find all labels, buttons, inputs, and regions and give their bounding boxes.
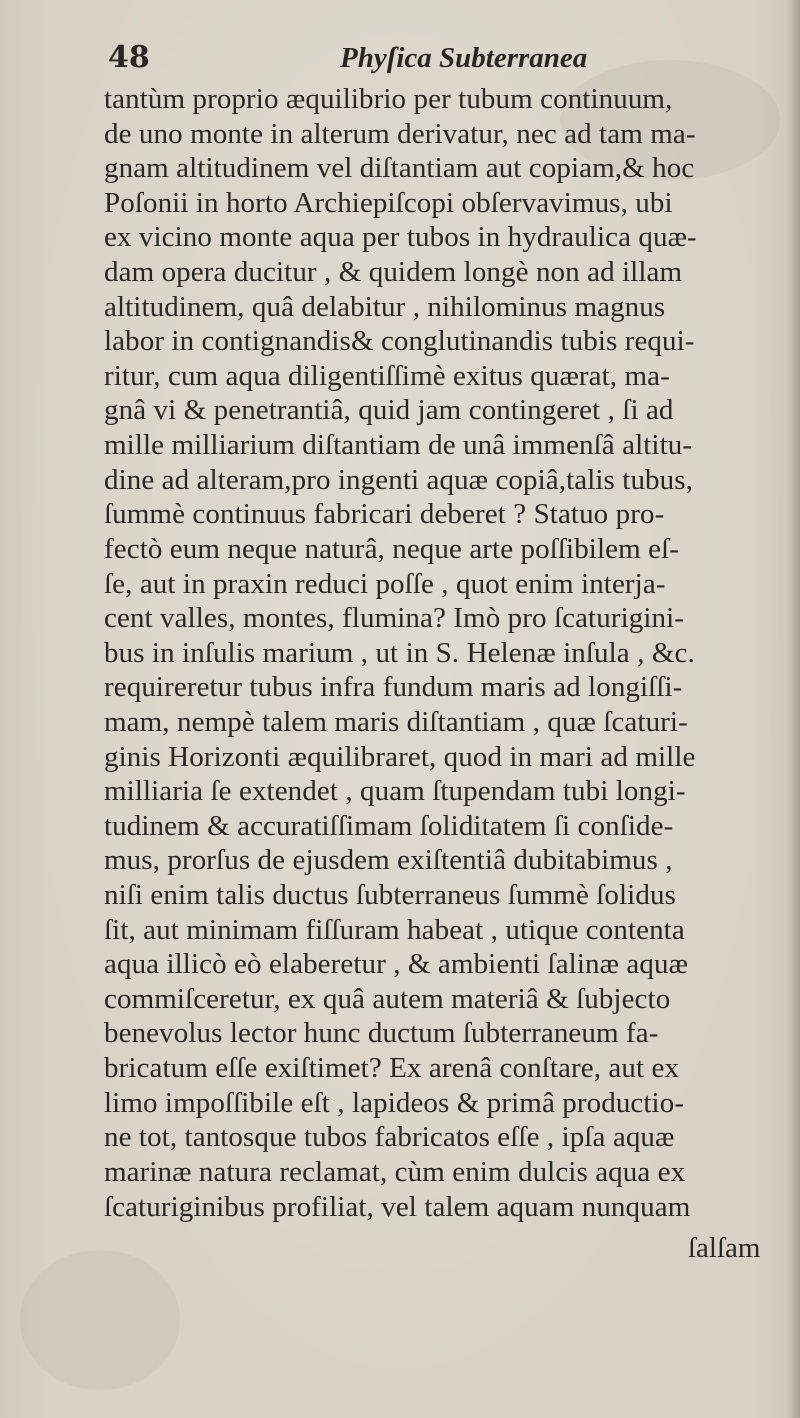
text-line: mille milliarium diſtantiam de unâ immenſâ altitu- <box>104 429 693 462</box>
page-header <box>108 40 728 84</box>
text-line: tudinem & accuratiſſimam ſoliditatem ſi conſide- <box>104 809 674 842</box>
text-line: ſummè continuus fabricari deberet ? Statuo pro- <box>104 498 665 531</box>
text-line: ginis Horizonti æquilibraret, quod in mari ad mille <box>104 740 696 773</box>
text-line: mam, nempè talem maris diſtantiam , quæ ſcaturi- <box>104 705 688 738</box>
body-text <box>104 82 794 1224</box>
text-line: Poſonii in horto Archiepiſcopi obſervavimus, ubi <box>104 186 673 219</box>
text-line: gnâ vi & penetrantiâ, quid jam contingeret , ſi ad <box>104 394 674 427</box>
running-title: Phyſica Subterranea <box>340 42 588 74</box>
text-line: labor in contignandis& conglutinandis tubis requi- <box>104 325 695 358</box>
paper-stain <box>20 1250 180 1390</box>
text-line: marinæ natura reclamat, cùm enim dulcis aqua ex <box>104 1155 686 1188</box>
text-line: ſcaturiginibus profiliat, vel talem aquam nunquam <box>104 1190 691 1223</box>
page-edge-shadow <box>786 0 800 1418</box>
text-line: limo impoſſibile eſt , lapideos & primâ productio- <box>104 1086 685 1119</box>
text-line: commiſceretur, ex quâ autem materiâ & ſubjecto <box>104 982 671 1015</box>
text-line: fectò eum neque naturâ, neque arte poſſibilem eſ- <box>104 532 679 565</box>
text-line: niſi enim talis ductus ſubterraneus ſummè ſolidus <box>104 879 676 912</box>
text-line: ſit, aut minimam fiſſuram habeat , utique contenta <box>104 913 685 946</box>
catchword: ſalſam <box>688 1232 761 1264</box>
text-line: aqua illicò eò elaberetur , & ambienti ſalinæ aquæ <box>104 948 689 981</box>
text-line: ne tot, tantosque tubos fabricatos eſſe , ipſa aquæ <box>104 1121 675 1154</box>
text-line: requireretur tubus infra fundum maris ad longiſſi- <box>104 671 683 704</box>
text-line: altitudinem, quâ delabitur , nihilominus magnus <box>104 290 666 323</box>
text-line: benevolus lector hunc ductum ſubterraneum fa- <box>104 1017 659 1050</box>
text-line: dine ad alteram,pro ingenti aquæ copiâ,talis tubus, <box>104 463 693 496</box>
text-line: bus in inſulis marium , ut in S. Helenæ inſula , &c. <box>104 636 695 669</box>
text-line: ritur, cum aqua diligentiſſimè exitus quærat, ma- <box>104 359 670 392</box>
text-line: gnam altitudinem vel diſtantiam aut copiam,& hoc <box>104 152 695 185</box>
text-line: dam opera ducitur , & quidem longè non ad illam <box>104 256 683 289</box>
text-line: cent valles, montes, flumina? Imò pro ſcaturigini- <box>104 602 685 635</box>
text-line: milliaria ſe extendet , quam ſtupendam tubi longi- <box>104 775 686 808</box>
text-line: tantùm proprio æquilibrio per tubum continuum, <box>104 83 673 115</box>
text-line: ex vicino monte aqua per tubos in hydraulica quæ- <box>104 221 697 254</box>
text-line: ſe, aut in praxin reduci poſſe , quot enim interja- <box>104 567 666 600</box>
text-line: de uno monte in alterum derivatur, nec ad tam ma- <box>104 117 696 150</box>
text-line: bricatum eſſe exiſtimet? Ex arenâ conſtare, aut ex <box>104 1052 680 1085</box>
page-number: 48 <box>108 40 150 75</box>
text-line: mus, prorſus de ejusdem exiſtentiâ dubitabimus , <box>104 844 673 877</box>
